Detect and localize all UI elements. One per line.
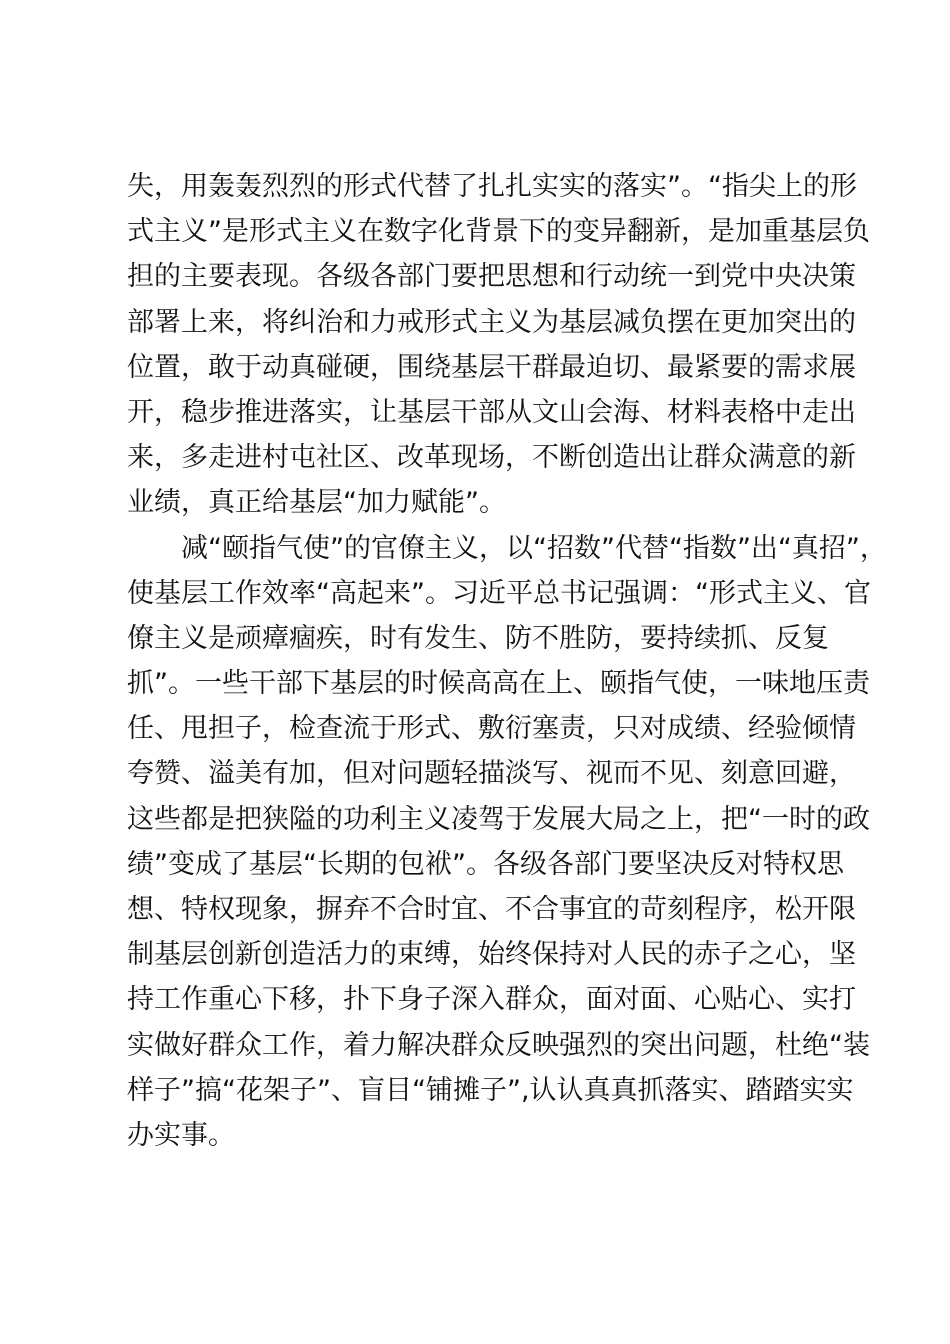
text-line: 办实事。 [127,1119,235,1151]
text-line: 失，用轰轰烈烈的形式代替了扎扎实实的落实”。“指尖上的形 [127,171,857,202]
text-line: 这些都是把狭隘的功利主义凌驾于发展大局之上，把“一时的政 [127,803,870,835]
text-line: 位置，敢于动真碰硬，围绕基层干群最迫切、最紧要的需求展 [127,351,856,383]
text-line: 抓”。一些干部下基层的时候高高在上、颐指气使，一味地压责 [127,668,870,700]
text-line: 业绩，真正给基层“加力赋能”。 [127,487,506,519]
text-line: 绩”变成了基层“长期的包袱”。各级各部门要坚决反对特权思 [127,848,844,880]
text-line: 实做好群众工作，着力解决群众反映强烈的突出问题，杜绝“装 [127,1029,870,1061]
text-line: 部署上来，将纠治和力戒形式主义为基层减负摆在更加突出的 [127,306,856,338]
text-line: 来，多走进村屯社区、改革现场，不断创造出让群众满意的新 [127,442,856,474]
text-line: 夸赞、溢美有加，但对问题轻描淡写、视而不见、刻意回避， [127,758,856,790]
text-line: 制基层创新创造活力的束缚，始终保持对人民的赤子之心，坚 [127,939,856,971]
text-line: 样子”搞“花架子”、盲目“铺摊子”,认认真真抓落实、踏踏实实 [127,1074,854,1106]
text-line: 使基层工作效率“高起来”。习近平总书记强调：“形式主义、官 [127,577,871,609]
text-line: 任、甩担子，检查流于形式、敷衍塞责，只对成绩、经验倾情 [127,713,856,745]
text-line: 僚主义是顽瘴痼疾，时有发生、防不胜防，要持续抓、反复 [127,622,829,654]
text-line: 开，稳步推进落实，让基层干部从文山会海、材料表格中走出 [127,396,856,428]
body-text [127,164,887,1158]
text-line: 想、特权现象，摒弃不合时宜、不合事宜的苛刻程序，松开限 [127,894,856,925]
paragraph-first-line: 减“颐指气使”的官僚主义，以“招数”代替“指数”出“真招”， [181,532,887,564]
text-line: 持工作重心下移，扑下身子深入群众，面对面、心贴心、实打 [127,984,856,1016]
text-line: 担的主要表现。各级各部门要把思想和行动统一到党中央决策 [127,261,856,293]
text-line: 式主义”是形式主义在数字化背景下的变异翻新，是加重基层负 [127,216,870,248]
